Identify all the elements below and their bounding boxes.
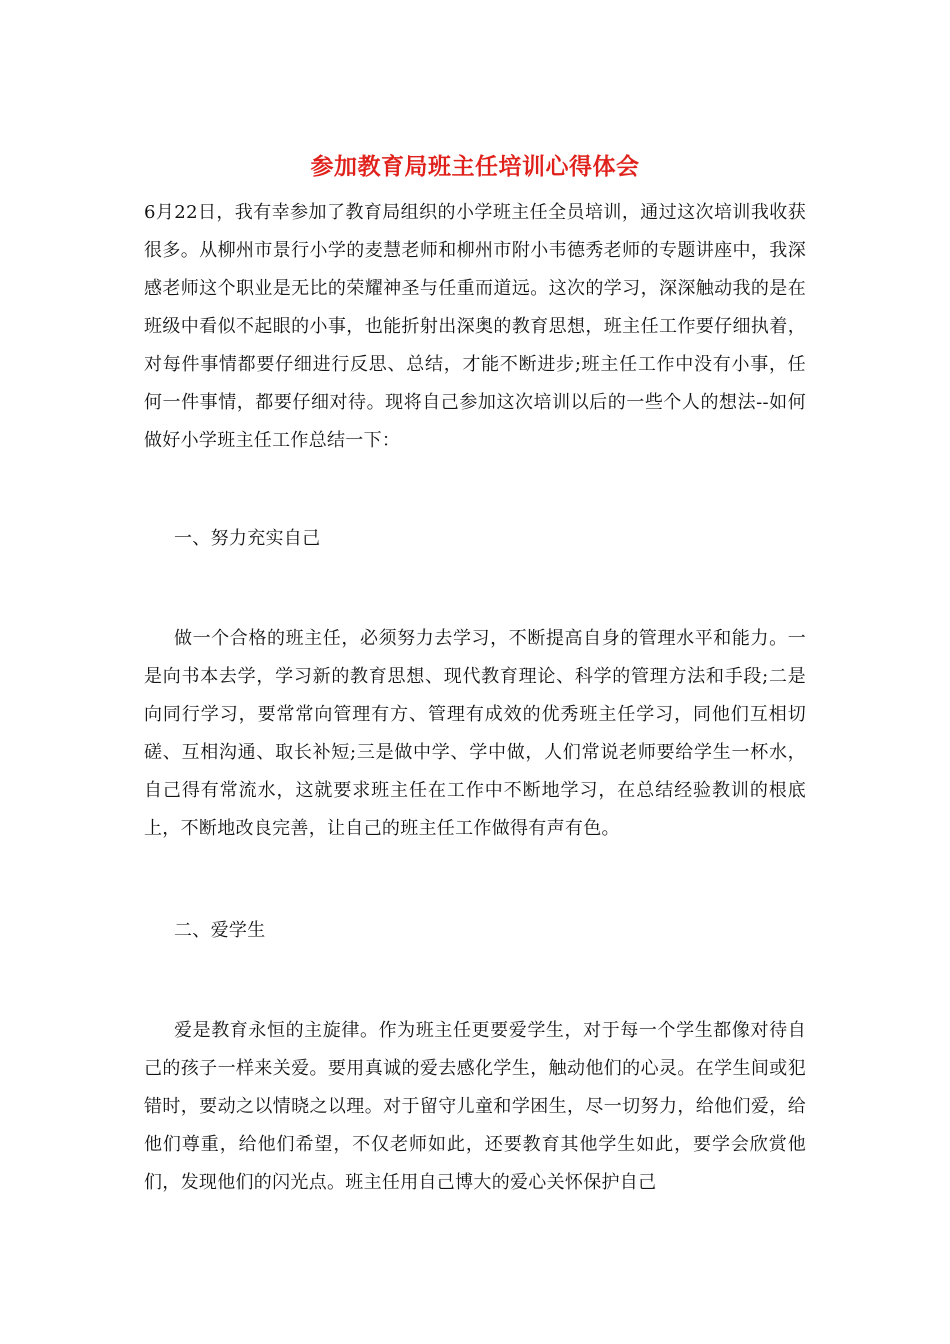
intro-paragraph: 6月22日，我有幸参加了教育局组织的小学班主任全员培训，通过这次培训我收获很多。从柳州市景行小学的麦慧老师和柳州市附小韦德秀老师的专题讲座中，我深感老师这个职业是无比的荣耀神圣与任重而道远。这次的学习，深深触动我的是在班级中看似不起眼的小事，也能折射出深奥的教育思想，班主任工作要仔细执着，对每件事情都要仔细进行反思、总结，才能不断进步;班主任工作中没有小事，任何一件事情，都要仔细对待。现将自己参加这次培训以后的一些个人的想法--如何做好小学班主任工作总结一下：	[144, 202, 806, 451]
section-heading-2: 二、爱学生	[174, 920, 266, 941]
section-body-1: 做一个合格的班主任，必须努力去学习，不断提高自身的管理水平和能力。一是向书本去学，学习新的教育思想、现代教育理论、科学的管理方法和手段;二是向同行学习，要常常向管理有方、管理有成效的优秀班主任学习，同他们互相切磋、互相沟通、取长补短;三是做中学、学中做，人们常说老师要给学生一杯水，自己得有常流水，这就要求班主任在工作中不断地学习，在总结经验教训的根底上，不断地改良完善，让自己的班主任工作做得有声有色。	[144, 628, 806, 839]
section-body-2: 爱是教育永恒的主旋律。作为班主任更要爱学生，对于每一个学生都像对待自己的孩子一样来关爱。要用真诚的爱去感化学生，触动他们的心灵。在学生间或犯错时，要动之以情晓之以理。对于留守儿童和学困生，尽一切努力，给他们爱，给他们尊重，给他们希望，不仅老师如此，还要教育其他学生如此，要学会欣赏他们，发现他们的闪光点。班主任用自己博大的爱心关怀保护自己	[144, 1020, 806, 1193]
document-title: 参加教育局班主任培训心得体会	[310, 153, 640, 180]
section-heading-1: 一、努力充实自己	[174, 528, 321, 549]
